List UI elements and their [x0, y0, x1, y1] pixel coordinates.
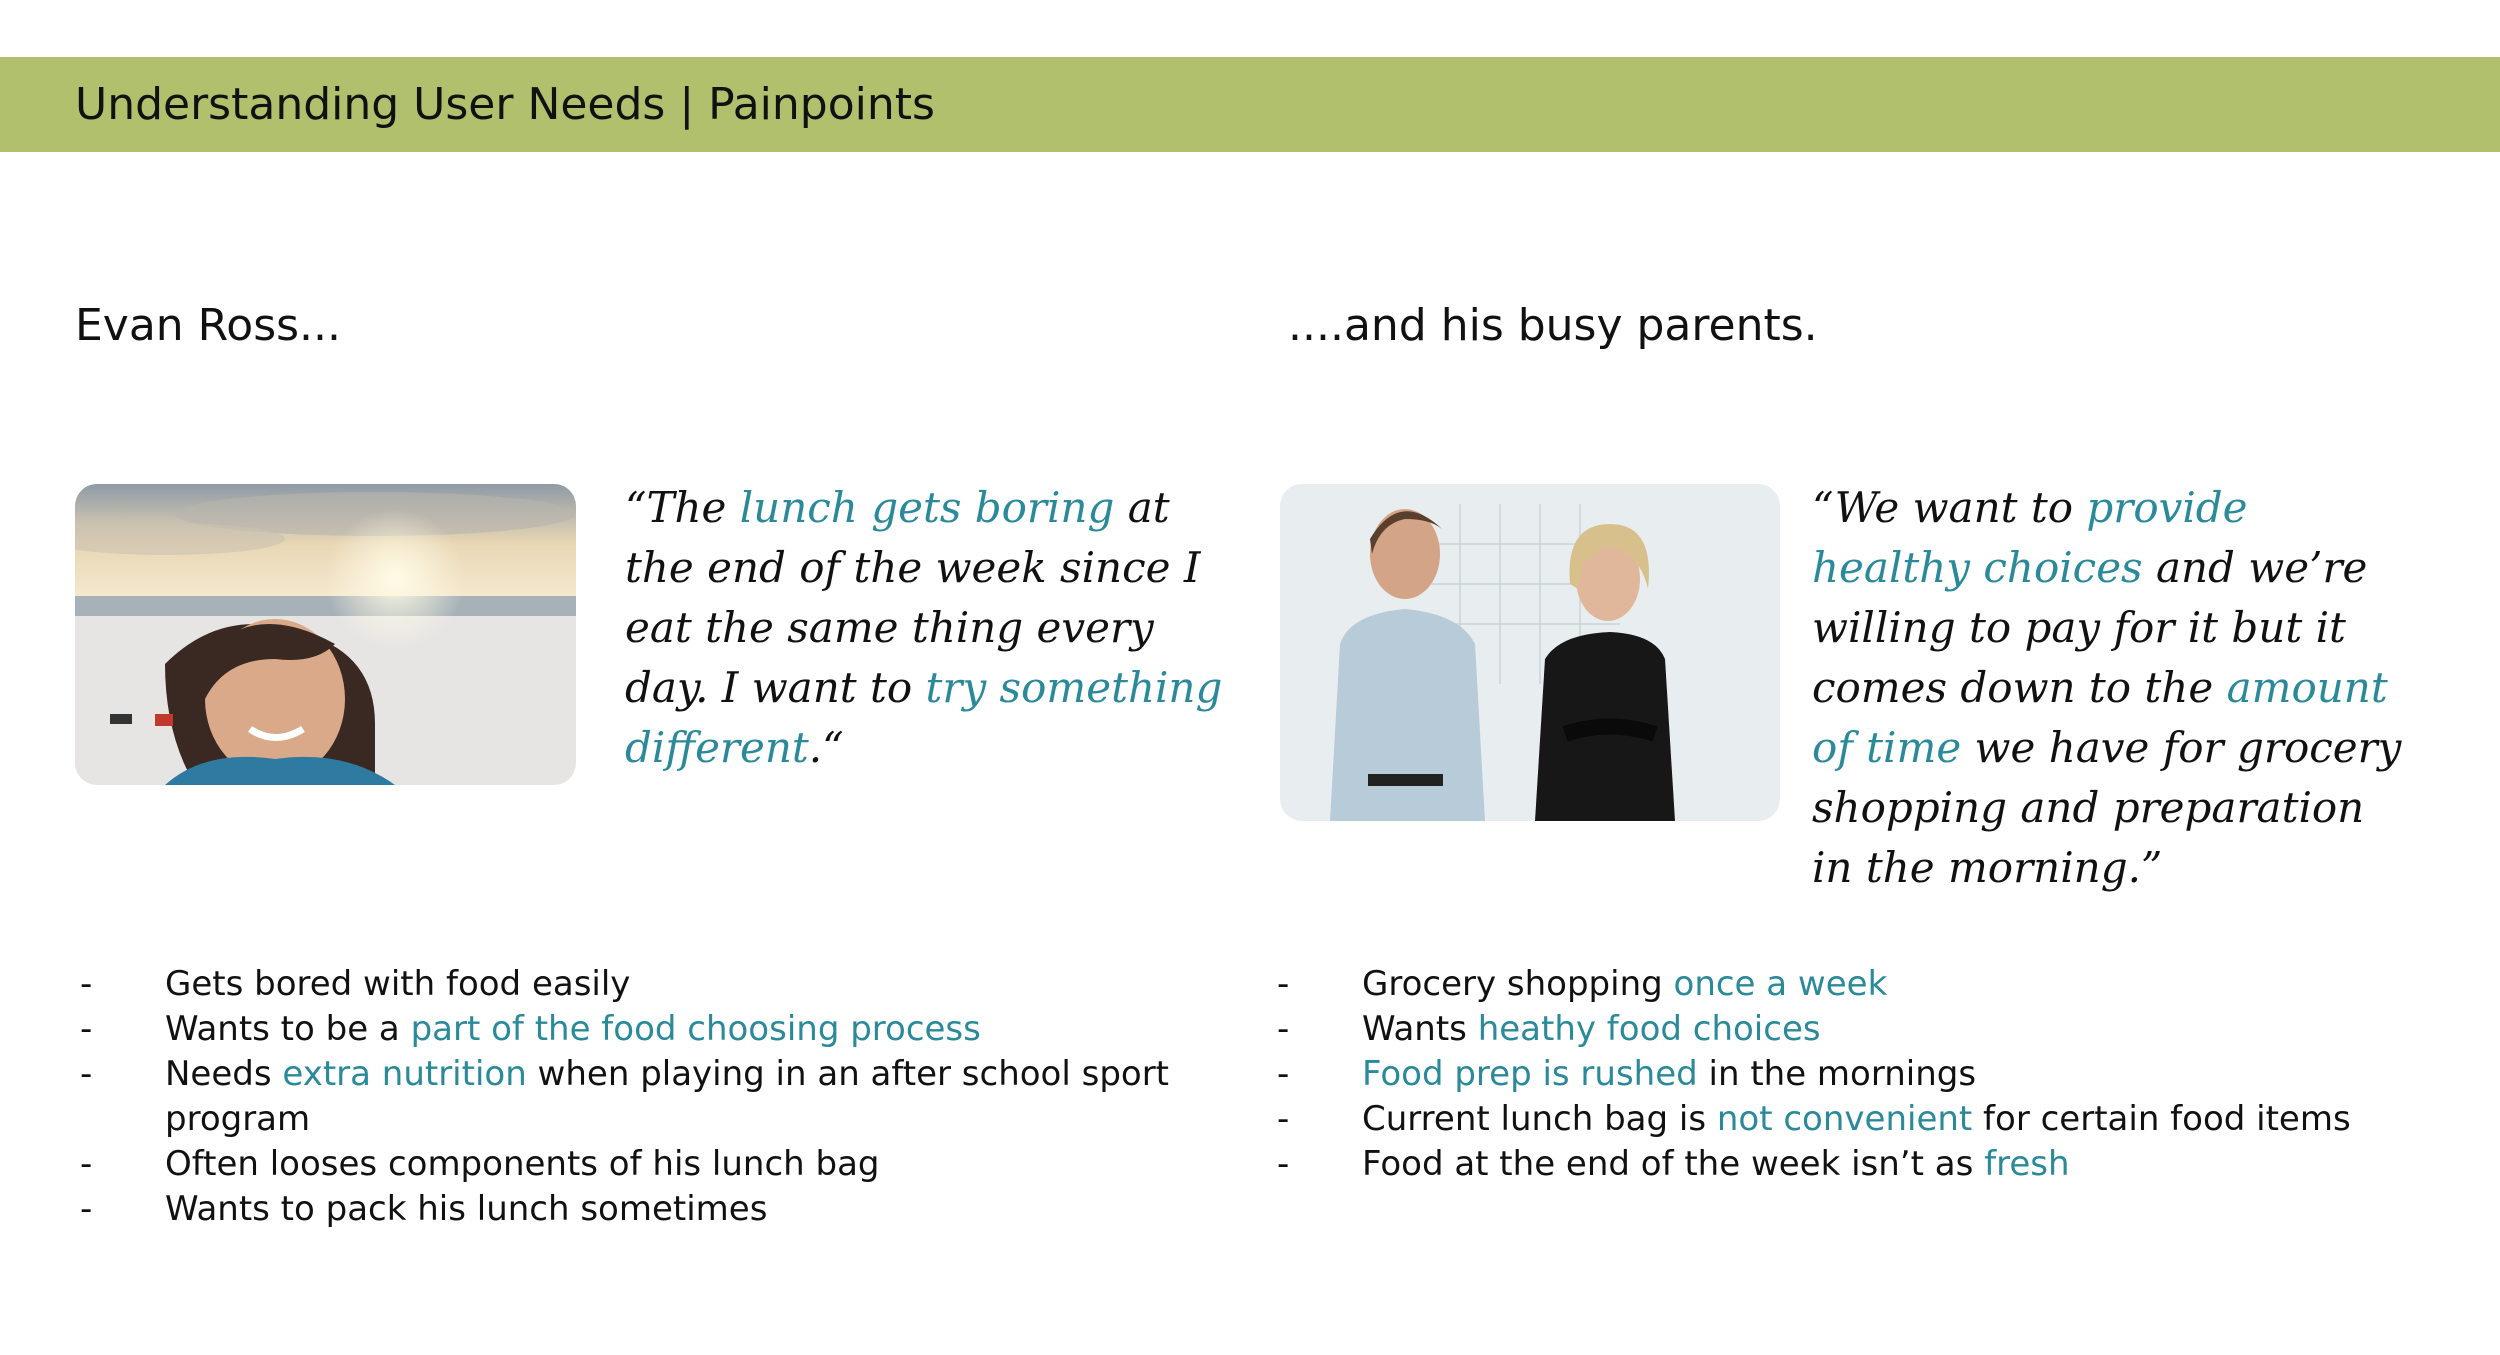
bullet-highlight: Food prep is rushed: [1362, 1054, 1698, 1094]
bullet-highlight: heathy food choices: [1477, 1009, 1821, 1049]
bullet-marker: -: [1277, 1099, 1290, 1139]
quote-segment: “We want to: [1812, 483, 2087, 532]
parents-needs-list: [1277, 962, 2427, 1187]
quote-segment: .“: [808, 723, 844, 772]
bullet-highlight: not convenient: [1716, 1099, 1973, 1139]
bullet-highlight: fresh: [1984, 1144, 2070, 1184]
parents-heading: ....and his busy parents.: [1288, 300, 1818, 351]
bullet-text: Food at the end of the week isn’t as: [1362, 1144, 1985, 1184]
bullet-marker: -: [80, 1144, 93, 1184]
bullet-text: in the mornings: [1697, 1054, 1977, 1094]
list-item: [80, 1052, 1180, 1142]
bullet-text: Needs: [165, 1054, 283, 1094]
bullet-marker: -: [1277, 964, 1290, 1004]
bullet-marker: -: [80, 1054, 93, 1094]
page-title: Understanding User Needs | Painpoints: [75, 79, 935, 130]
quote-highlight: lunch gets boring: [739, 483, 1115, 532]
quote-highlight: provide healthy choices: [1812, 483, 2248, 592]
bullet-text: for certain food items: [1972, 1099, 2351, 1139]
bullet-text: Wants: [1362, 1009, 1478, 1049]
bullet-text: Often looses components of his lunch bag: [165, 1144, 880, 1184]
bullet-text: Current lunch bag is: [1362, 1099, 1717, 1139]
bullet-highlight: part of the food choosing process: [410, 1009, 981, 1049]
quote-segment: we have for grocery shopping and preparation in the morning.”: [1812, 723, 2402, 892]
bullet-text: Wants to be a: [165, 1009, 411, 1049]
evan-quote: [625, 478, 1245, 778]
bullet-marker: -: [80, 1189, 93, 1229]
bullet-text: Wants to pack his lunch sometimes: [165, 1189, 768, 1229]
bullet-highlight: extra nutrition: [282, 1054, 527, 1094]
title-banner: [0, 57, 2500, 152]
bullet-highlight: once a week: [1673, 964, 1888, 1004]
list-item: [1277, 962, 2427, 1007]
list-item: [80, 1007, 1180, 1052]
quote-segment: at the end of the week since I eat the same thing every day. I want to: [625, 483, 1201, 712]
evan-needs-list: [80, 962, 1180, 1232]
bullet-marker: -: [80, 964, 93, 1004]
evan-photo: [75, 484, 576, 785]
quote-segment: “The: [625, 483, 740, 532]
bullet-marker: -: [1277, 1054, 1290, 1094]
list-item: [80, 962, 1180, 1007]
quote-highlight: try something different: [625, 663, 1223, 772]
bullet-marker: -: [1277, 1144, 1290, 1184]
list-item: [80, 1187, 1180, 1232]
bullet-text: Grocery shopping: [1362, 964, 1674, 1004]
bullet-marker: -: [1277, 1009, 1290, 1049]
bullet-text: when playing in an after school sport program: [165, 1054, 1170, 1139]
list-item: [1277, 1052, 2427, 1097]
bullet-text: Gets bored with food easily: [165, 964, 631, 1004]
list-item: [80, 1142, 1180, 1187]
evan-heading: Evan Ross...: [75, 300, 341, 351]
list-item: [1277, 1007, 2427, 1052]
quote-segment: and we’re willing to pay for it but it comes down to the: [1812, 543, 2368, 712]
parents-photo: [1280, 484, 1780, 821]
bullet-marker: -: [80, 1009, 93, 1049]
list-item: [1277, 1142, 2427, 1187]
list-item: [1277, 1097, 2427, 1142]
parents-quote: [1812, 478, 2412, 898]
quote-highlight: amount of time: [1812, 663, 2388, 772]
